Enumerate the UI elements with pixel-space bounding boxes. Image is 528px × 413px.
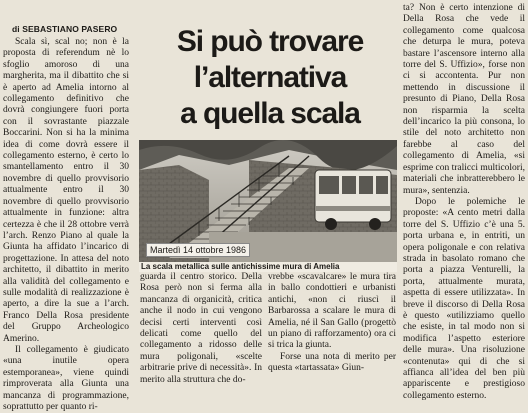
- column-3: [268, 272, 396, 375]
- column-3-paragraph-1: vrebbe «scavalcare» le mura tira in ballo condottieri e urbanisti antichi, «non ci riuscì il Barbarossa a scalare le mura di Amelia, né il San Gallo (progettò un piano di rafforzamento) ora ci si trica la giunta.: [268, 272, 396, 351]
- headline-line-1: Si può trovare: [176, 25, 364, 58]
- column-1-paragraph-2: Il collegamento è giudicato «una inutile opera estemporanea», viene quindi rimproverata alla Giunta una mancanza di programmazione, soprattutto per quanto ri-: [3, 344, 129, 412]
- column-2: [140, 272, 262, 386]
- column-4: [403, 3, 525, 402]
- bus: [315, 170, 391, 230]
- headline: [140, 24, 400, 132]
- column-2-paragraph: guarda il centro storico. Della Rosa però non si ferma alla mancanza di organicità, critica anche il nodo in cui vengono decisi certi interventi così delicati come quello del collegamento a ridosso delle mura poligonali, «scelte arbitrarie prive di necessità». In merito alla struttura che do-: [140, 272, 262, 385]
- photo-caption: La scala metallica sulle antichissime mura di Amelia: [139, 262, 397, 272]
- photo-dateline: Martedì 14 ottobre 1986: [146, 243, 250, 257]
- byline: di SEBASTIANO PASERO: [12, 24, 118, 34]
- column-1-paragraph-1: Scala sì, scal no; non è la proposta di referendum nè lo sfoglio amoroso di una margherita, ma il dibattito che si è aperto ad Amelia intorno al collegamento definitivo che dovrà congiungere fuori porta con il sovrastante piazzale Boccarini. Non si ha la minima idea di come dovrà essere il collegamento esterno, è certo lo smantellamento entro il 30 novembre di quello provvisorio attualmente entro il 30 novembre di quello provvisorio attualmente in funzione: altra certezza è che il 28 ottobre verrà l’arch. Renzo Piano al quale la Giunta ha affidato l’incarico di progettazione. In attesa del noto architetto, il dibattito in merito alla validità del collegamento e sulle modalità di realizzazione è aperto, a dire la sue a l’arch. Franco Della Rosa presidente del Gruppo Archeologico Amerino.: [3, 37, 129, 344]
- column-4-paragraph-1: ta? Non è certo intenzione di Della Rosa che vede il collegamento come qualcosa che deturpa le mura, poteva bastare l’ascensore interno alla torre del S. Uffizio», forse non ci si accontenta. Pur non mettendo in discussione il presunto di Piano, Della Rosa non risparmia la scelta dell’incarico la più consona, lo stile del noto architetto non farebbe al caso del collegamento di Amelia, «si esprime con tralicci multicolori, materiali che inbratterebbero le mura», sentenzia.: [403, 3, 525, 196]
- column-1: [3, 37, 129, 413]
- headline-line-3: a quella scala: [180, 97, 360, 130]
- column-4-paragraph-2: Dopo le polemiche le proposte: «A cento metri dalla torre del S. Uffizio c’è una 5. porta urbana e, in entriti, un opera poligonale e con relativa strada in basolato romano che porta a piazza Venturelli, la porta, attualmente murata, aspetta di essere utilizzata». In breve il discorso di Della Rosa è questo «utilizziamo quello che esiste, in tal modo non si modifica l’aspetto esteriore delle mura». Una risoluzione «contenuta» qui di che si affianca all’idea del ben più appariscente e prestigioso collegamento esterno.: [403, 196, 525, 401]
- headline-line-2: l’alternativa: [193, 61, 347, 94]
- column-3-paragraph-2: Forse una nota di merito per questa «tartassata» Giun-: [268, 351, 396, 374]
